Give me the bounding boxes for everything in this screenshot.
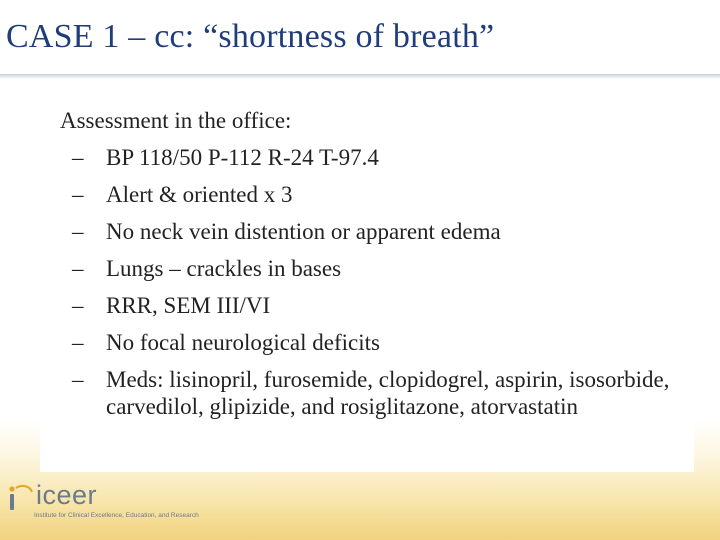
bullet-item (72, 329, 687, 356)
slide-title: CASE 1 – cc: “shortness of breath” (6, 18, 495, 55)
bullet-dash: – (72, 293, 84, 318)
bullet-text: Meds: lisinopril, furosemide, clopidogrel, aspirin, isosorbide, carvedilol, glipizide, and rosiglitazone, atorvastatin (106, 367, 670, 419)
bullet-dash: – (72, 182, 84, 207)
bullet-item (72, 292, 687, 319)
bullet-item (72, 366, 687, 420)
bullet-text: No focal neurological deficits (106, 330, 380, 355)
bullet-text: BP 118/50 P-112 R-24 T-97.4 (106, 145, 379, 170)
bullet-list (72, 144, 687, 430)
bullet-text: Lungs – crackles in bases (106, 256, 342, 281)
bullet-dash: – (72, 219, 84, 244)
bullet-dash: – (72, 145, 84, 170)
bullet-item (72, 218, 687, 245)
bullet-item (72, 181, 687, 208)
bullet-dash: – (72, 367, 84, 392)
logo-tagline: Institute for Clinical Excellence, Education, and Research (34, 512, 199, 519)
title-rule (0, 74, 720, 79)
iceer-logo-mark-icon (6, 482, 34, 512)
bullet-dash: – (72, 330, 84, 355)
bullet-item (72, 144, 687, 171)
logo-wordmark: iceer (36, 480, 98, 510)
iceer-logo (6, 480, 306, 536)
bullet-dash: – (72, 256, 84, 281)
content-box (40, 98, 694, 472)
bullet-text: Alert & oriented x 3 (106, 182, 293, 207)
bullet-text: RRR, SEM III/VI (106, 293, 271, 318)
lead-text: Assessment in the office: (60, 108, 292, 133)
bullet-item (72, 255, 687, 282)
bullet-text: No neck vein distention or apparent edema (106, 219, 501, 244)
